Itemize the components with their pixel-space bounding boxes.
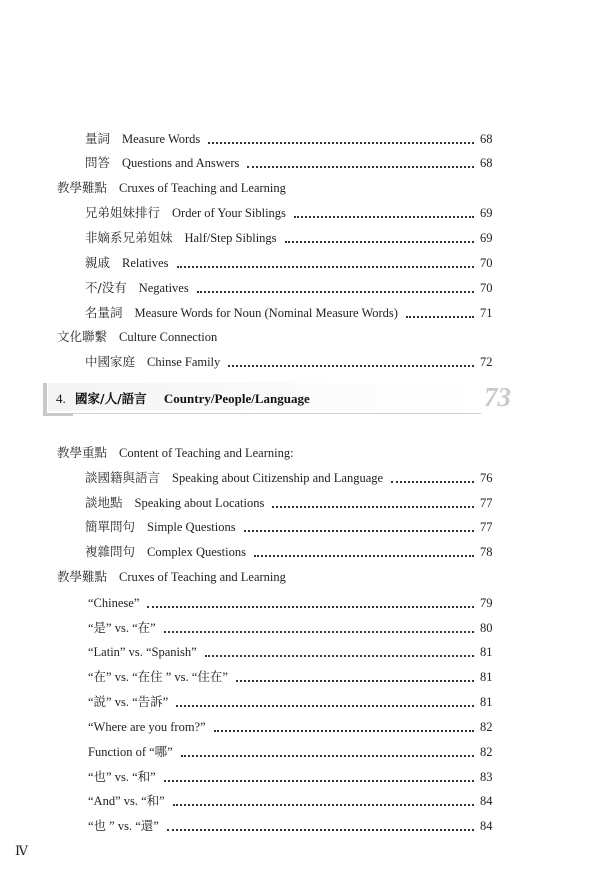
toc-heading [57, 566, 500, 588]
entry-text: “是” vs. “在” [88, 621, 156, 635]
dot-leader [406, 315, 474, 318]
dot-leader [247, 165, 474, 168]
toc-entry[interactable] [88, 741, 500, 763]
entry-english: Questions and Answers [122, 156, 240, 170]
entry-page-number: 81 [480, 695, 493, 709]
page-folio: Ⅳ [15, 843, 28, 858]
entry-page-number: 69 [480, 231, 493, 245]
dot-leader [177, 265, 474, 268]
entry-page-number: 80 [480, 621, 493, 635]
entry-text: “在” vs. “在住 ” vs. “住在” [88, 670, 228, 684]
entry-chinese: 簡單問句 [85, 519, 136, 534]
chapter-title [56, 389, 310, 407]
entry-page-number: 69 [480, 206, 493, 220]
dot-leader [197, 290, 474, 293]
dot-leader [294, 215, 474, 218]
entry-english: Measure Words [122, 132, 201, 146]
chapter-banner-underline [73, 413, 481, 414]
dot-leader [205, 654, 474, 657]
dot-leader [167, 828, 474, 831]
toc-entry[interactable] [85, 302, 500, 324]
dot-leader [272, 505, 474, 508]
toc-entry[interactable] [85, 227, 500, 249]
toc-entry[interactable] [85, 516, 500, 538]
entry-chinese: 名量詞 [85, 305, 123, 320]
dot-leader [176, 704, 474, 707]
toc-entry[interactable] [85, 492, 500, 514]
entry-page-number: 79 [480, 596, 493, 610]
toc-entry[interactable] [88, 815, 500, 837]
entry-page-number: 84 [480, 819, 493, 833]
toc-heading [57, 177, 500, 199]
heading-english: Content of Teaching and Learning: [119, 446, 294, 460]
entry-chinese: 兄弟姐妹排行 [85, 205, 161, 220]
dot-leader [285, 240, 474, 243]
toc-entry[interactable] [85, 351, 500, 373]
heading-chinese: 教學難點 [57, 569, 108, 584]
entry-english: Complex Questions [147, 545, 246, 559]
entry-page-number: 76 [480, 471, 493, 485]
toc-entry[interactable] [88, 766, 500, 788]
toc-heading [57, 442, 500, 464]
toc-entry[interactable] [88, 716, 500, 738]
entry-english: Measure Words for Noun (Nominal Measure Words) [134, 306, 398, 320]
toc-entry[interactable] [85, 541, 500, 563]
entry-text: “Latin” vs. “Spanish” [88, 645, 197, 659]
dot-leader [164, 630, 474, 633]
entry-chinese: 親戚 [85, 255, 111, 270]
entry-page-number: 82 [480, 720, 493, 734]
heading-chinese: 文化聯繫 [57, 329, 108, 344]
entry-page-number: 68 [480, 132, 493, 146]
dot-leader [391, 480, 474, 483]
dot-leader [181, 754, 474, 757]
heading-chinese: 教學重點 [57, 445, 108, 460]
toc-entry[interactable] [85, 128, 500, 150]
toc-entry[interactable] [88, 666, 500, 688]
entry-page-number: 71 [480, 306, 493, 320]
dot-leader [147, 605, 474, 608]
entry-english: Order of Your Siblings [172, 206, 286, 220]
dot-leader [236, 679, 474, 682]
chapter-banner-left-bar [43, 383, 47, 416]
entry-chinese: 量詞 [85, 131, 111, 146]
entry-page-number: 78 [480, 545, 493, 559]
toc-entry[interactable] [85, 252, 500, 274]
dot-leader [254, 554, 474, 557]
chapter-banner-corner-bar [43, 413, 73, 416]
entry-english: Speaking about Citizenship and Language [172, 471, 384, 485]
entry-chinese: 問答 [85, 155, 111, 170]
heading-english: Cruxes of Teaching and Learning [119, 570, 286, 584]
toc-entry[interactable] [85, 277, 500, 299]
toc-entry[interactable] [88, 691, 500, 713]
chapter-page-number: 73 [484, 382, 511, 412]
dot-leader [244, 529, 474, 532]
toc-entry[interactable] [88, 617, 500, 639]
toc-entry[interactable] [85, 467, 500, 489]
entry-chinese: 不/没有 [85, 280, 127, 295]
entry-text: “也 ” vs. “還” [88, 819, 159, 833]
entry-english: Negatives [138, 281, 189, 295]
heading-chinese: 教學難點 [57, 180, 108, 195]
toc-entry[interactable] [88, 641, 500, 663]
entry-page-number: 77 [480, 496, 493, 510]
dot-leader [208, 141, 474, 144]
toc-entry[interactable] [88, 592, 500, 614]
chapter-number: 4. [56, 391, 66, 406]
entry-text: “説” vs. “告訴” [88, 695, 169, 709]
entry-english: Simple Questions [147, 520, 236, 534]
heading-english: Cruxes of Teaching and Learning [119, 181, 286, 195]
entry-english: Half/Step Siblings [184, 231, 277, 245]
entry-text: “也” vs. “和” [88, 770, 156, 784]
toc-entry[interactable] [85, 202, 500, 224]
dot-leader [164, 779, 474, 782]
entry-english: Chinse Family [147, 355, 221, 369]
toc-entry[interactable] [88, 790, 500, 812]
entry-page-number: 70 [480, 256, 493, 270]
entry-page-number: 84 [480, 794, 493, 808]
entry-text: “Chinese” [88, 596, 140, 610]
entry-page-number: 81 [480, 645, 493, 659]
dot-leader [214, 729, 474, 732]
chapter-banner[interactable] [43, 380, 513, 417]
entry-text: “And” vs. “和” [88, 794, 165, 808]
entry-chinese: 複雜問句 [85, 544, 136, 559]
dot-leader [173, 803, 474, 806]
entry-text: Function of “哪” [88, 745, 173, 759]
entry-page-number: 77 [480, 520, 493, 534]
toc-heading [57, 326, 500, 348]
toc-entry[interactable] [85, 152, 500, 174]
entry-page-number: 83 [480, 770, 493, 784]
entry-page-number: 82 [480, 745, 493, 759]
entry-chinese: 中國家庭 [85, 354, 136, 369]
heading-english: Culture Connection [119, 330, 218, 344]
entry-page-number: 72 [480, 355, 493, 369]
entry-text: “Where are you from?” [88, 720, 206, 734]
entry-english: Speaking about Locations [134, 496, 265, 510]
chapter-title-english: Country/People/Language [163, 391, 310, 406]
dot-leader [228, 364, 474, 367]
entry-page-number: 70 [480, 281, 493, 295]
entry-chinese: 談國籍與語言 [85, 470, 161, 485]
entry-chinese: 非嫡系兄弟姐妹 [85, 230, 173, 245]
entry-chinese: 談地點 [85, 495, 123, 510]
entry-page-number: 81 [480, 670, 493, 684]
chapter-title-chinese: 國家/人/語言 [75, 391, 147, 406]
entry-english: Relatives [122, 256, 169, 270]
entry-page-number: 68 [480, 156, 493, 170]
